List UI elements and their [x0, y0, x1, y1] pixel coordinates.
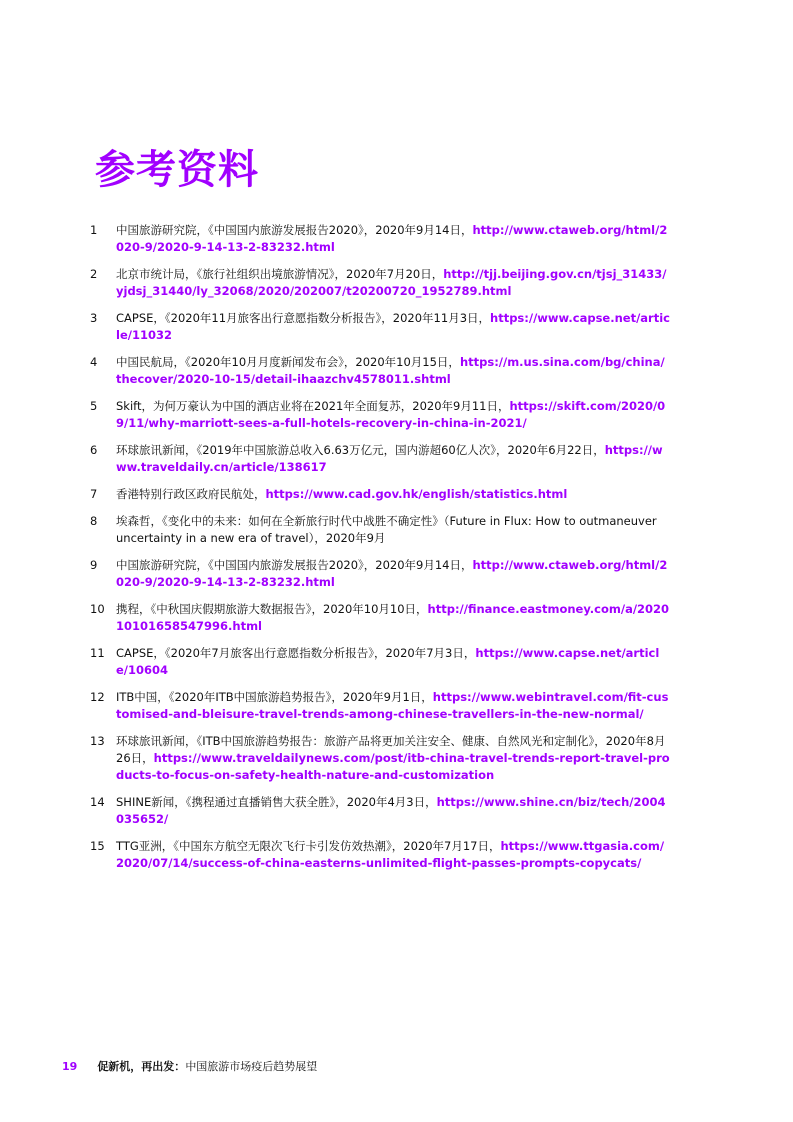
reference-number: 4: [90, 355, 98, 369]
reference-item: [90, 398, 670, 432]
reference-item: [90, 557, 670, 591]
reference-body: [116, 645, 670, 679]
reference-link[interactable]: https://skift.com/2020/09/11/why-marriott-sees-a-full-hotels-recovery-in-china-in-2021/: [116, 399, 666, 430]
reference-number: 7: [90, 487, 98, 501]
reference-link[interactable]: https://www.webintravel.com/fit-customised-and-bleisure-travel-trends-among-chinese-travellers-in-the-new-normal/: [116, 690, 669, 721]
reference-body: [116, 486, 670, 503]
footer-title: 促新机，再出发：: [97, 1060, 186, 1073]
reference-body: [116, 354, 670, 388]
reference-text: 环球旅讯新闻，《ITB中国旅游趋势报告：旅游产品将更加关注安全、健康、自然风光和定制化》，2020年8月26日，: [116, 734, 666, 765]
reference-body: [116, 222, 670, 256]
reference-link[interactable]: https://www.ttgasia.com/2020/07/14/success-of-china-easterns-unlimited-flight-passes-prompts-copycats/: [116, 839, 665, 870]
reference-link[interactable]: https://m.us.sina.com/bg/china/thecover/2020-10-15/detail-ihaazchv4578011.shtml: [116, 355, 665, 386]
reference-body: [116, 266, 670, 300]
reference-link[interactable]: https://www.shine.cn/biz/tech/2004035652/: [116, 795, 666, 826]
reference-link[interactable]: http://tjj.beijing.gov.cn/tjsj_31433/yjdsj_31440/ly_32068/2020/202007/t20200720_1952789.html: [116, 267, 667, 298]
reference-text: 中国旅游研究院，《中国国内旅游发展报告2020》，2020年9月14日，: [116, 558, 473, 572]
reference-list: [90, 222, 670, 882]
page-footer: [62, 1058, 317, 1074]
reference-text: CAPSE，《2020年7月旅客出行意愿指数分析报告》，2020年7月3日，: [116, 646, 476, 660]
reference-body: [116, 838, 670, 872]
reference-link[interactable]: https://www.cad.gov.hk/english/statistics.html: [265, 487, 568, 501]
footer-subtitle: 中国旅游市场疫后趋势展望: [185, 1060, 318, 1073]
reference-text: Skift，为何万豪认为中国的酒店业将在2021年全面复苏，2020年9月11日，: [116, 399, 510, 413]
reference-text: 中国旅游研究院，《中国国内旅游发展报告2020》，2020年9月14日，: [116, 223, 473, 237]
reference-number: 11: [90, 646, 105, 660]
reference-item: [90, 689, 670, 723]
reference-link[interactable]: http://finance.eastmoney.com/a/202010101658547996.html: [116, 602, 670, 633]
reference-body: [116, 310, 670, 344]
reference-item: [90, 838, 670, 872]
reference-number: 8: [90, 514, 98, 528]
reference-text: ITB中国，《2020年ITB中国旅游趋势报告》，2020年9月1日，: [116, 690, 433, 704]
reference-number: 5: [90, 399, 98, 413]
reference-item: [90, 794, 670, 828]
reference-number: 10: [90, 602, 105, 616]
reference-item: [90, 645, 670, 679]
reference-number: 9: [90, 558, 98, 572]
reference-number: 12: [90, 690, 105, 704]
page-number: 19: [62, 1060, 78, 1073]
reference-number: 15: [90, 839, 105, 853]
reference-text: CAPSE，《2020年11月旅客出行意愿指数分析报告》，2020年11月3日，: [116, 311, 491, 325]
page-title: 参考资料: [95, 147, 259, 193]
reference-text: 中国民航局，《2020年10月月度新闻发布会》，2020年10月15日，: [116, 355, 460, 369]
reference-item: [90, 266, 670, 300]
reference-body: [116, 398, 670, 432]
reference-link[interactable]: https://www.capse.net/article/10604: [116, 646, 660, 677]
reference-text: 环球旅讯新闻，《2019年中国旅游总收入6.63万亿元，国内游超60亿人次》，2020年6月22日，: [116, 443, 605, 457]
reference-item: [90, 513, 670, 547]
reference-number: 3: [90, 311, 98, 325]
reference-text: 携程，《中秋国庆假期旅游大数据报告》，2020年10月10日，: [116, 602, 428, 616]
reference-body: [116, 689, 670, 723]
reference-link[interactable]: https://www.traveldaily.cn/article/138617: [116, 443, 663, 474]
reference-number: 14: [90, 795, 105, 809]
reference-body: [116, 794, 670, 828]
reference-link[interactable]: https://www.traveldailynews.com/post/itb-china-travel-trends-report-travel-products-to-focus-on-safety-health-nature-and-customization: [116, 751, 670, 782]
reference-text: 香港特别行政区政府民航处，: [116, 487, 266, 501]
reference-body: [116, 442, 670, 476]
reference-text: TTG亚洲，《中国东方航空无限次飞行卡引发仿效热潮》，2020年7月17日，: [116, 839, 501, 853]
reference-number: 13: [90, 734, 105, 748]
reference-item: [90, 486, 670, 503]
reference-link[interactable]: http://www.ctaweb.org/html/2020-9/2020-9-14-13-2-83232.html: [116, 558, 668, 589]
reference-item: [90, 442, 670, 476]
reference-text: SHINE新闻，《携程通过直播销售大获全胜》，2020年4月3日，: [116, 795, 437, 809]
reference-body: [116, 601, 670, 635]
reference-item: [90, 354, 670, 388]
reference-body: [116, 733, 670, 784]
reference-link[interactable]: https://www.capse.net/article/11032: [116, 311, 670, 342]
reference-number: 6: [90, 443, 98, 457]
reference-link[interactable]: http://www.ctaweb.org/html/2020-9/2020-9-14-13-2-83232.html: [116, 223, 668, 254]
reference-text: 北京市统计局，《旅行社组织出境旅游情况》，2020年7月20日，: [116, 267, 444, 281]
reference-number: 1: [90, 223, 98, 237]
reference-item: [90, 222, 670, 256]
reference-number: 2: [90, 267, 98, 281]
reference-body: [116, 557, 670, 591]
reference-item: [90, 601, 670, 635]
reference-text: 埃森哲，《变化中的未来：如何在全新旅行时代中战胜不确定性》（Future in Flux: How to outmaneuver uncertainty in a new era of travel），2020年9月: [116, 514, 657, 545]
reference-item: [90, 310, 670, 344]
reference-item: [90, 733, 670, 784]
reference-body: [116, 513, 670, 547]
